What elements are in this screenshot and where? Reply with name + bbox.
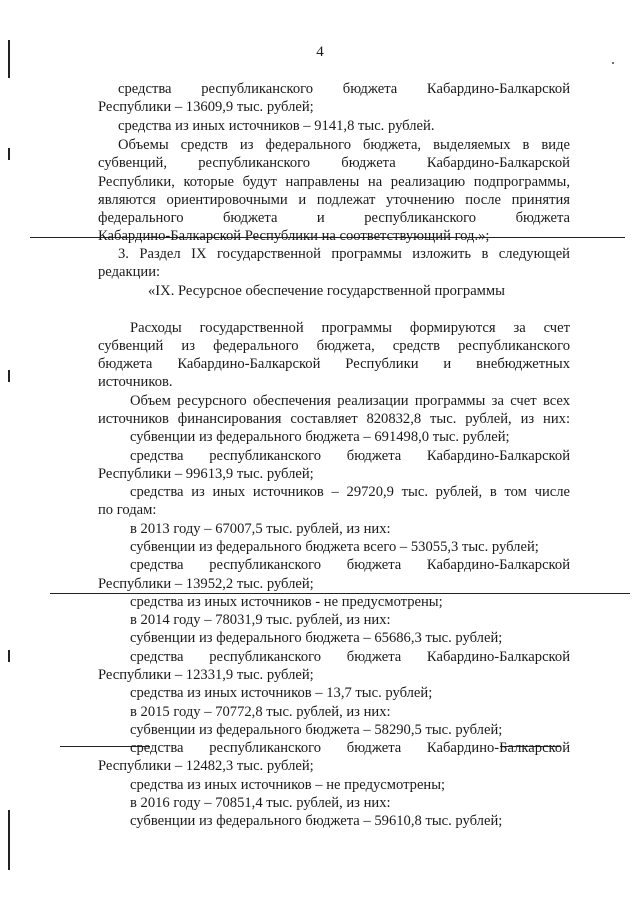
text-line: являются ориентировочными и подлежат уточнению после принятия <box>98 192 570 208</box>
text-line: средства республиканского бюджета Кабардино-Балкарской <box>130 649 570 665</box>
scan-speck <box>612 62 614 64</box>
text-line: субвенции из федерального бюджета всего – 53055,3 тыс. рублей; <box>130 539 539 555</box>
text-line: Республики – 13952,2 тыс. рублей; <box>98 576 314 592</box>
text-line: Кабардино-Балкарской Республики на соответствующий год.»; <box>98 228 490 244</box>
text-line: средства из иных источников – 29720,9 тыс. рублей, в том числе <box>130 484 570 500</box>
text-line: Объем ресурсного обеспечения реализации программы за счет всех <box>130 393 570 409</box>
text-line: субвенции из федерального бюджета – 59610,8 тыс. рублей; <box>130 813 503 829</box>
margin-mark <box>8 810 10 870</box>
text-line: субвенций, республиканского бюджета Кабардино-Балкарской <box>98 155 570 171</box>
margin-mark <box>8 370 10 382</box>
section-heading: «IX. Ресурсное обеспечение государственной программы <box>148 283 505 299</box>
text-line: источников. <box>98 374 173 390</box>
text-line: в 2016 году – 70851,4 тыс. рублей, из них: <box>130 795 391 811</box>
text-line: средства республиканского бюджета Кабардино-Балкарской <box>130 448 570 464</box>
text-line: средства республиканского бюджета Кабардино-Балкарской <box>130 557 570 573</box>
text-line: Республики, которые будут направлены на реализацию подпрограммы, <box>98 174 570 190</box>
margin-mark <box>8 650 10 662</box>
text-line: субвенции из федерального бюджета – 65686,3 тыс. рублей; <box>130 630 503 646</box>
text-line: редакции: <box>98 264 161 280</box>
margin-mark <box>8 40 10 78</box>
text-line: по годам: <box>98 502 157 518</box>
text-line: Республики – 12331,9 тыс. рублей; <box>98 667 314 683</box>
text-line: Объемы средств из федерального бюджета, выделяемых в виде <box>118 137 570 153</box>
text-line: субвенций из федерального бюджета, средств республиканского <box>98 338 570 354</box>
text-line: источников финансирования составляет 820832,8 тыс. рублей, из них: <box>98 411 570 427</box>
text-line: средства из иных источников – не предусмотрены; <box>130 777 446 793</box>
text-line: субвенции из федерального бюджета – 691498,0 тыс. рублей; <box>130 429 510 445</box>
text-line: в 2014 году – 78031,9 тыс. рублей, из них: <box>130 612 391 628</box>
text-line: бюджета Кабардино-Балкарской Республики и внебюджетных <box>98 356 570 372</box>
text-line: в 2013 году – 67007,5 тыс. рублей, из них: <box>130 521 391 537</box>
text-line: средства республиканского бюджета Кабардино-Балкарской <box>118 81 570 97</box>
margin-mark <box>8 148 10 160</box>
text-line: в 2015 году – 70772,8 тыс. рублей, из них: <box>130 704 391 720</box>
text-line: 3. Раздел IX государственной программы изложить в следующей <box>118 246 570 262</box>
text-line: субвенции из федерального бюджета – 58290,5 тыс. рублей; <box>130 722 503 738</box>
text-line: средства республиканского бюджета Кабардино-Балкарской <box>130 740 570 756</box>
text-line: Расходы государственной программы формируются за счет <box>130 320 570 336</box>
page-number: 4 <box>316 44 324 60</box>
text-line: Республики – 12482,3 тыс. рублей; <box>98 758 314 774</box>
text-line: Республики – 99613,9 тыс. рублей; <box>98 466 314 482</box>
text-line: средства из иных источников – 9141,8 тыс. рублей. <box>118 118 435 134</box>
text-line: федерального бюджета и республиканского бюджета <box>98 210 570 226</box>
text-line: Республики – 13609,9 тыс. рублей; <box>98 99 314 115</box>
text-line: средства из иных источников - не предусмотрены; <box>130 594 443 610</box>
text-line: средства из иных источников – 13,7 тыс. рублей; <box>130 685 433 701</box>
